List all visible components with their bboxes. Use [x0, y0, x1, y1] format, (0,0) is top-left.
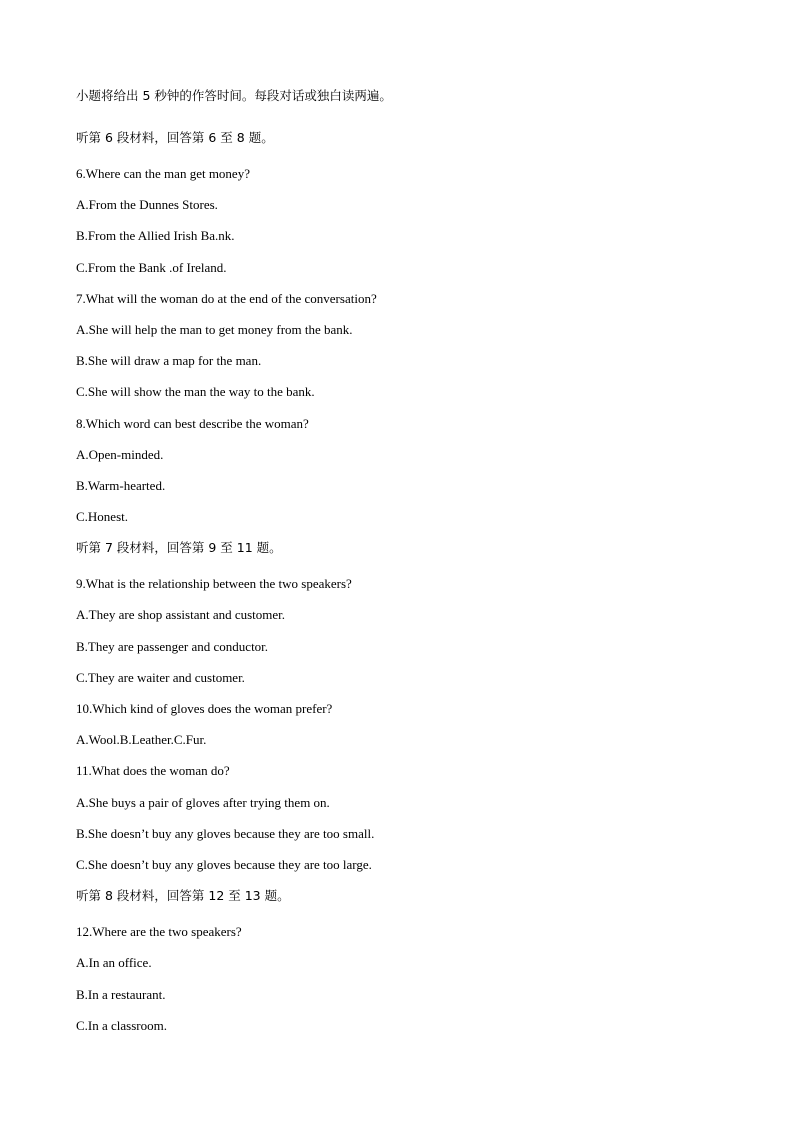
question-11-option-a: A.She buys a pair of gloves after trying them on.: [76, 794, 330, 810]
question-12-option-b: B.In a restaurant.: [76, 986, 166, 1002]
question-8-option-a: A.Open-minded.: [76, 446, 164, 462]
question-6-option-c: C.From the Bank .of Ireland.: [76, 259, 227, 275]
question-6: 6.Where can the man get money?: [76, 166, 250, 181]
question-7-option-b: B.She will draw a map for the man.: [76, 353, 262, 369]
section-heading-6: 听第 6 段材料，回答第 6 至 8 题。: [76, 130, 274, 145]
question-9: 9.What is the relationship between the two speakers?: [76, 576, 352, 592]
question-11: 11.What does the woman do?: [76, 763, 230, 779]
question-11-option-b: B.She doesn’t buy any gloves because they are too small.: [76, 825, 375, 841]
question-8: 8.Which word can best describe the woman?: [76, 415, 309, 431]
question-7-option-a: A.She will help the man to get money from the bank.: [76, 321, 353, 337]
question-9-option-a: A.They are shop assistant and customer.: [76, 607, 286, 623]
instruction-text: 小题将给出 5 秒钟的作答时间。每段对话或独白读两遍。: [76, 88, 392, 103]
question-6-option-b: B.From the Allied Irish Ba.nk.: [76, 228, 235, 244]
question-9-option-b: B.They are passenger and conductor.: [76, 638, 269, 654]
question-10-options: A.Wool.B.Leather.C.Fur.: [76, 732, 207, 748]
section-heading-8: 听第 8 段材料，回答第 12 至 13 题。: [76, 888, 290, 904]
question-7-option-c: C.She will show the man the way to the bank.: [76, 384, 315, 400]
question-11-option-c: C.She doesn’t buy any gloves because they are too large.: [76, 856, 372, 872]
question-8-option-c: C.Honest.: [76, 509, 128, 525]
question-12-option-a: A.In an office.: [76, 955, 152, 971]
document-page: [76, 86, 736, 1047]
question-12: 12.Where are the two speakers?: [76, 924, 242, 940]
question-8-option-b: B.Warm-hearted.: [76, 477, 166, 493]
question-6-option-a: A.From the Dunnes Stores.: [76, 197, 218, 213]
question-10: 10.Which kind of gloves does the woman prefer?: [76, 701, 333, 716]
section-heading-7: 听第 7 段材料，回答第 9 至 11 题。: [76, 540, 282, 556]
question-9-option-c: C.They are waiter and customer.: [76, 669, 245, 685]
question-7: 7.What will the woman do at the end of the conversation?: [76, 290, 377, 306]
question-12-option-c: C.In a classroom.: [76, 1017, 167, 1033]
